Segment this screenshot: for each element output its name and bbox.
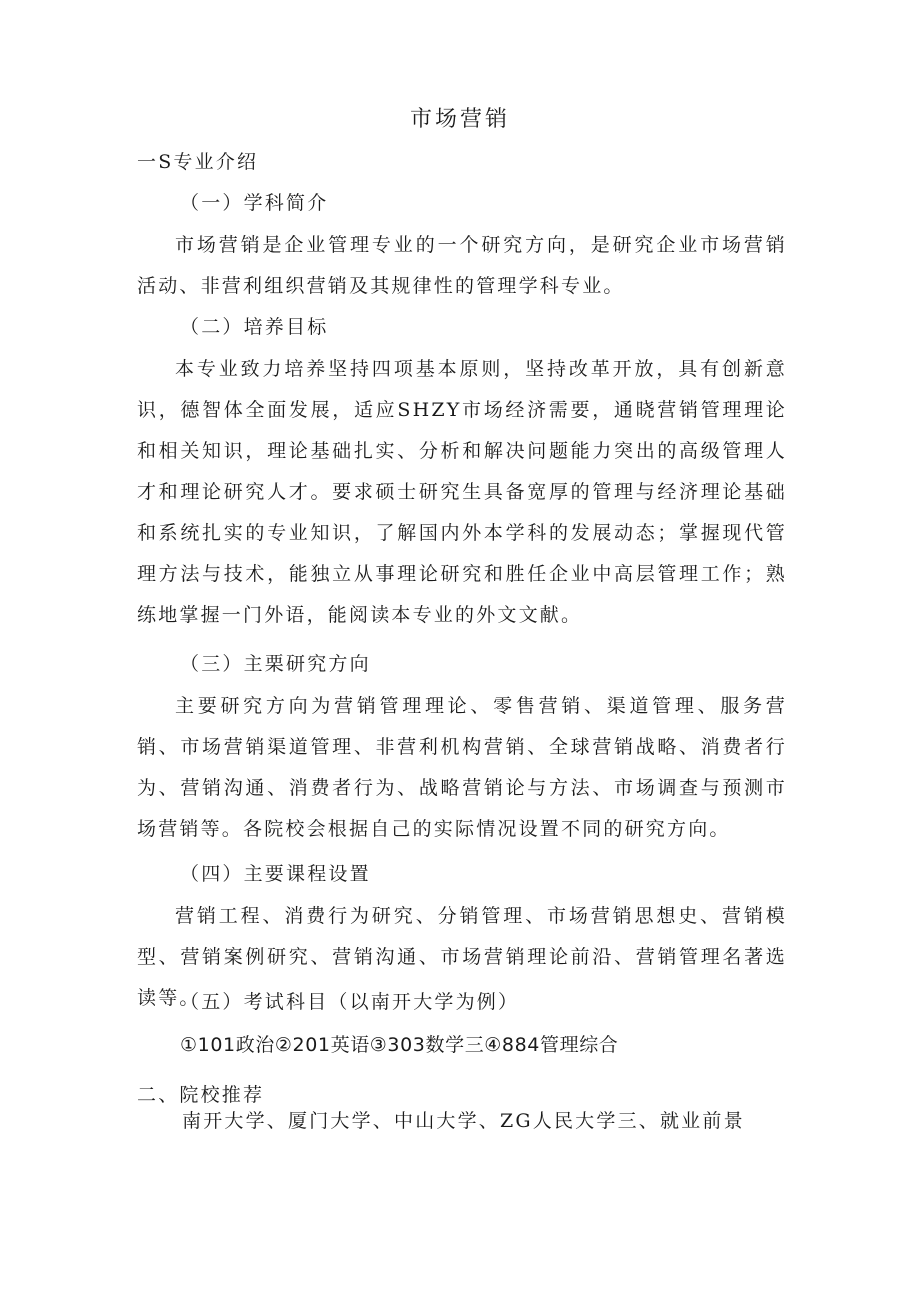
subsection-heading-discipline-intro: （一）学科简介	[180, 192, 329, 214]
paragraph-training-goals: 本专业致力培养坚持四项基本原则，坚持改革开放，具有创新意识，德智体全面发展，适应SHZY市场经济需要，通晓营销管理理论和相关知识，理论基础扎实、分析和解决问题能力突出的高级管理人才和理论研究人才。要求硕士研究生具备宽厚的管理与经济理论基础和系统扎实的专业知识，了解国内外本学科的发展动态；掌握现代管理方法与技术，能独立从事理论研究和胜任企业中高层管理工作；熟练地掌握一门外语，能阅读本专业的外文文献。	[137, 358, 787, 626]
subsection-heading-training-goals: （二）培养目标	[180, 316, 329, 338]
paragraph-main-courses: 营销工程、消费行为研究、分销管理、市场营销思想史、营销模型、营销案例研究、营销沟通、市场营销理论前沿、营销管理名著选读等。	[137, 905, 787, 1009]
paragraph-discipline-intro: 市场营销是企业管理专业的一个研究方向，是研究企业市场营销活动、非营利组织营销及其规律性的管理学科专业。	[137, 234, 787, 297]
paragraph-research-directions: 主要研究方向为营销管理理论、零售营销、渠道管理、服务营销、市场营销渠道管理、非营利机构营销、全球营销战略、消费者行为、营销沟通、消费者行为、战略营销论与方法、市场调查与预测市场营销等。各院校会根据自己的实际情况设置不同的研究方向。	[137, 695, 787, 840]
document-title: 市场营销	[409, 107, 510, 132]
subsection-heading-research-directions: （三）主栗研究方向	[180, 653, 371, 675]
exam-subjects-list: ①101政治②201英语③303数学三④884管理综合	[180, 1034, 619, 1056]
section-heading-major-intro: 一S专业介绍	[137, 151, 259, 173]
recommended-schools-list: 南开大学、厦门大学、中山大学、ZG人民大学三、就业前景	[182, 1110, 745, 1132]
subsection-heading-exam-subjects: （五）考试科目（以南开大学为例）	[180, 991, 520, 1013]
subsection-heading-main-courses: （四）主要课程设置	[180, 863, 371, 885]
section-heading-recommended-schools: 二、院校推荐	[137, 1084, 265, 1106]
